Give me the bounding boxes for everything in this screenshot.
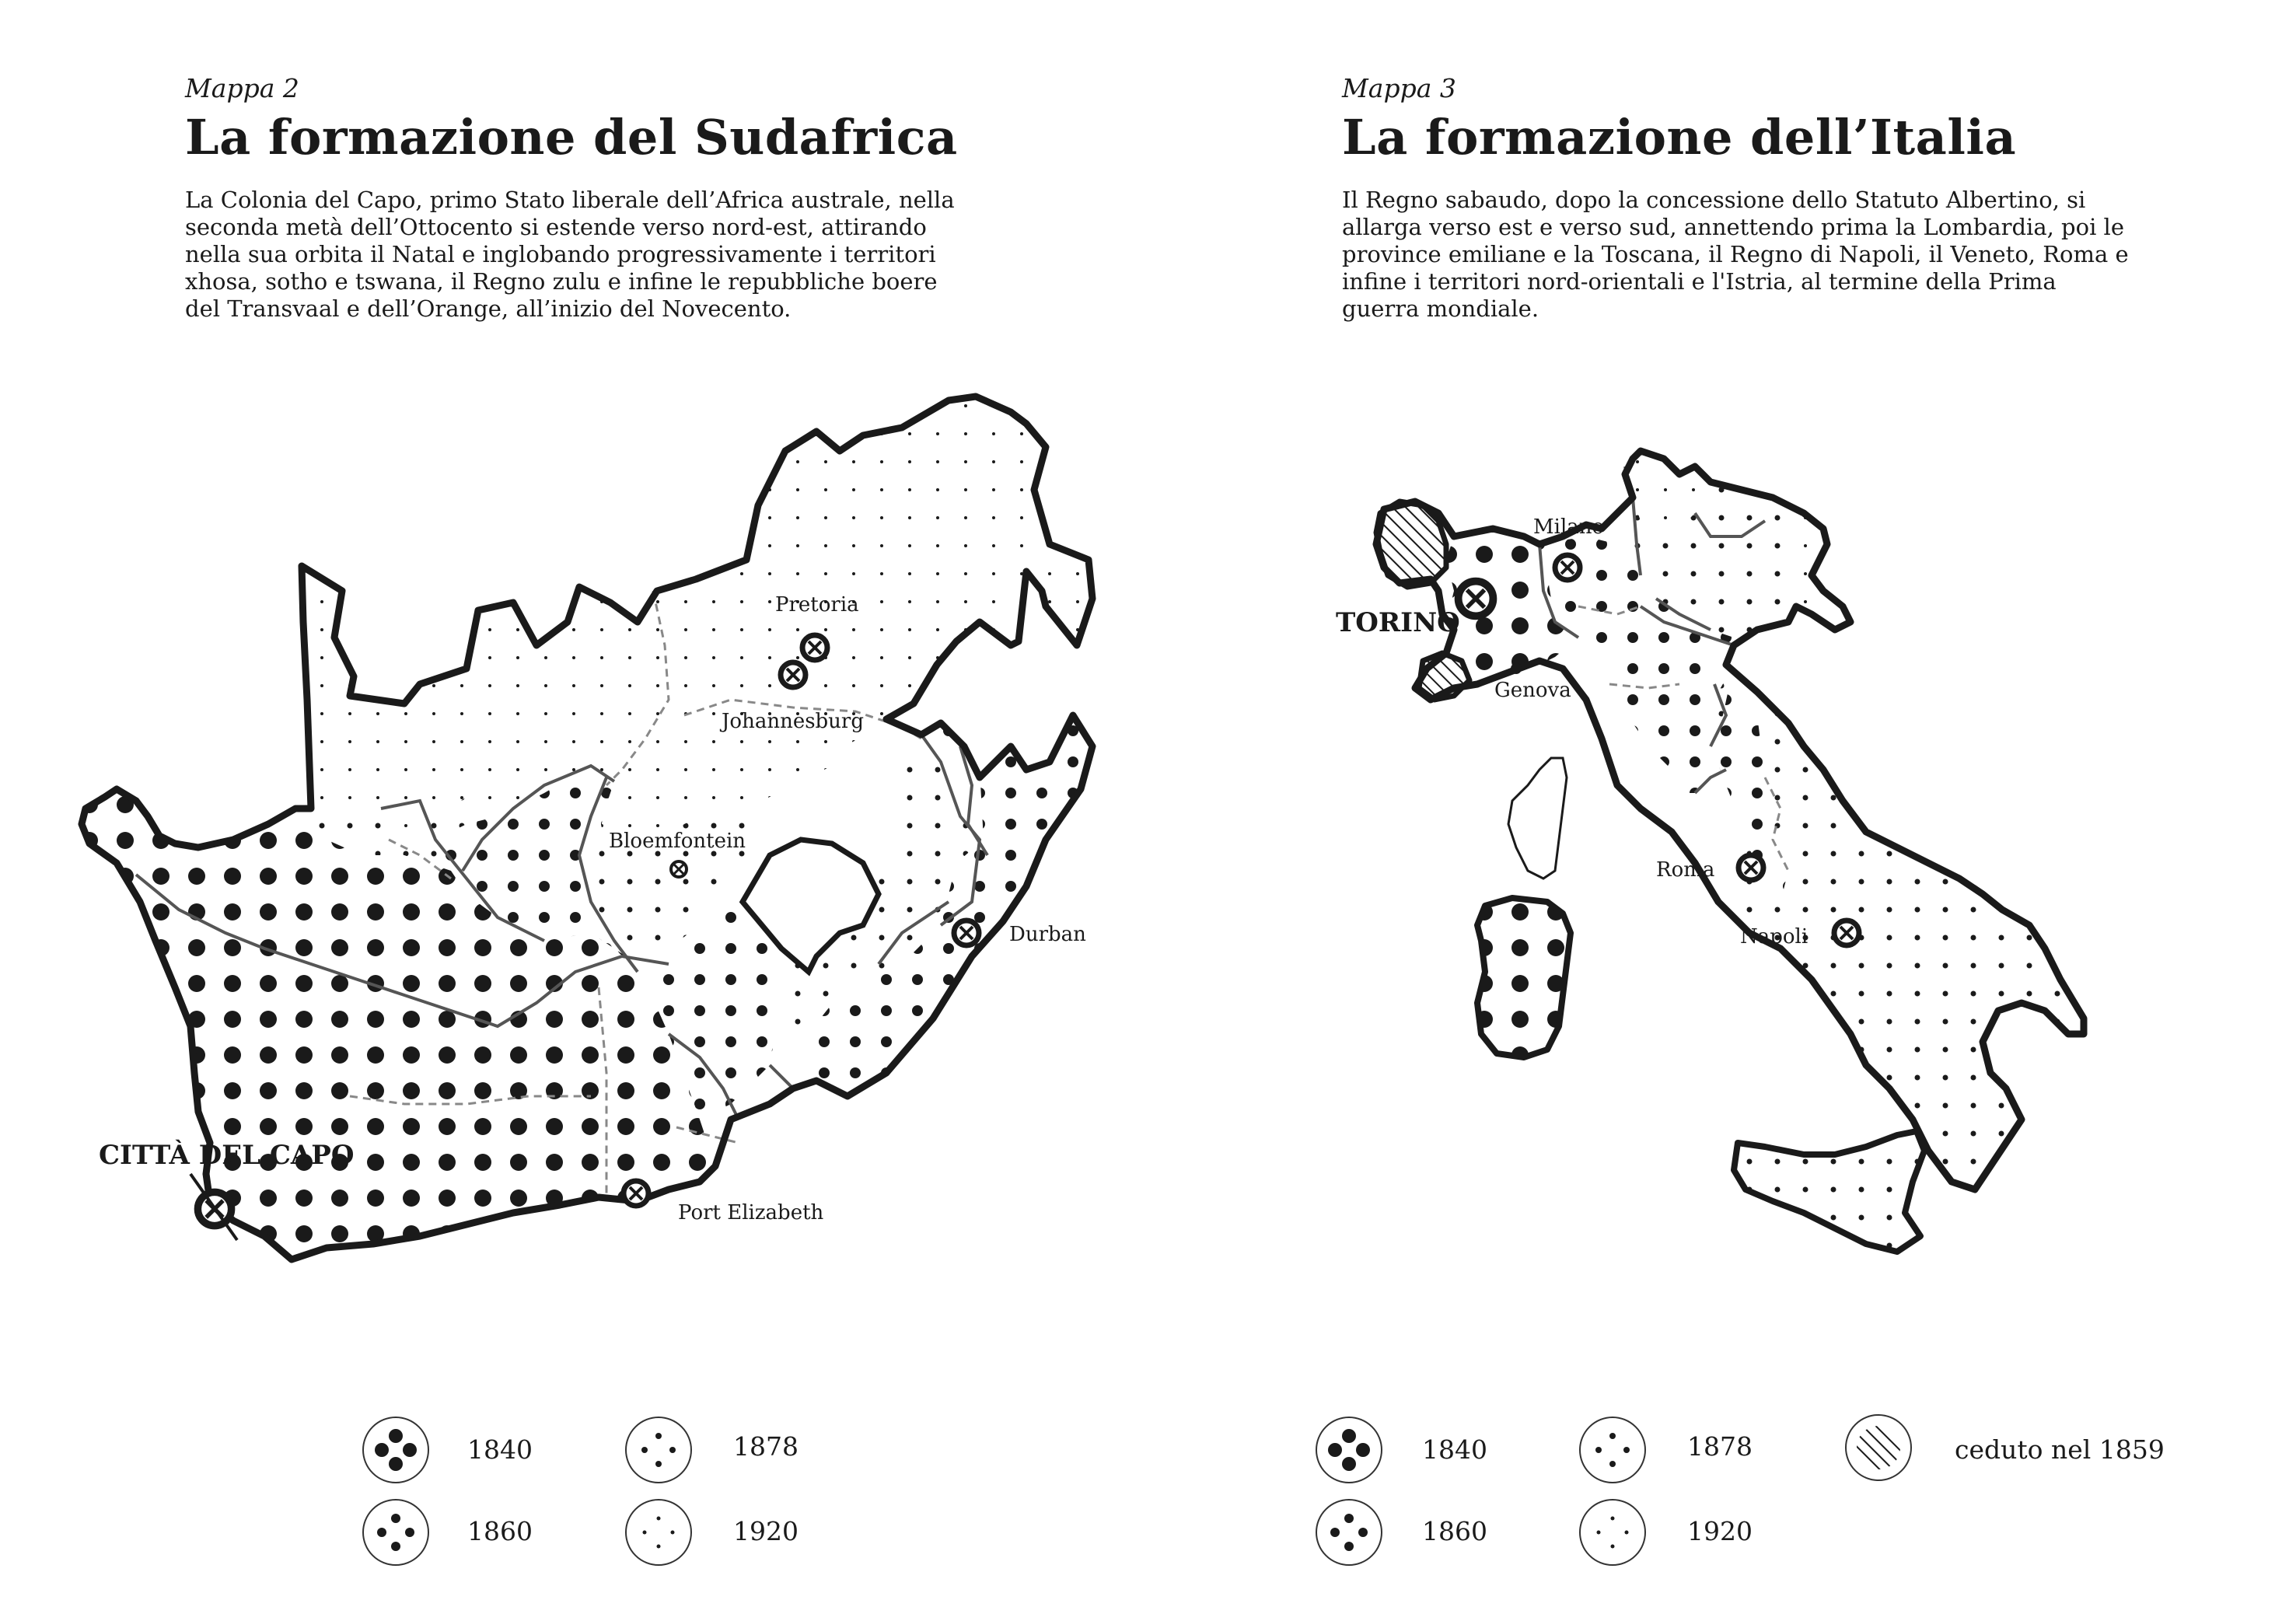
city-label-genova: Genova [1494,679,1571,702]
city-label-napoli: Napoli [1740,925,1808,948]
legend-label-1840: 1840 [1422,1434,1487,1465]
map-number-label: Mappa 3 [1342,73,1456,103]
legend-label-1860: 1860 [1422,1516,1487,1546]
city-label-durban: Durban [1009,923,1086,946]
legend-label-1878: 1878 [1687,1431,1753,1462]
capital-label-cape-town: CITTÀ DEL CAPO [99,1140,355,1171]
city-label-roma: Roma [1656,858,1715,882]
legend-label-1860: 1860 [467,1516,533,1546]
legend-label-1920: 1920 [1687,1516,1753,1546]
page-title: La formazione dell’Italia [1342,109,2017,166]
city-label-pretoria: Pretoria [775,593,859,617]
legend-label-1840: 1840 [467,1434,533,1465]
capital-label-torino: TORINO [1336,607,1460,638]
city-label-bloemfontein: Bloemfontein [609,830,746,853]
legend-label-ceded: ceduto nel 1859 [1955,1434,2165,1465]
city-label-johannesburg: Johannesburg [722,710,865,733]
right-page [1148,0,2296,1607]
city-label-milano: Milano [1533,515,1605,539]
city-label-port-elizabeth: Port Elizabeth [678,1201,824,1224]
page-title: La formazione del Sudafrica [185,109,958,166]
page-description: Il Regno sabaudo, dopo la concessione dello Statuto Albertino, si allarga verso est e verso sud, annettendo prima la Lombardia, poi le province emiliane e la Toscana, il Regno di Napoli, il Veneto, Roma e infine i territori nord-orientali e l'Istria, al termine della Prima guerra mondiale. [1342,187,2129,322]
map-number-label: Mappa 2 [185,73,299,103]
legend-label-1920: 1920 [733,1516,799,1546]
legend-label-1878: 1878 [733,1431,799,1462]
page-description: La Colonia del Capo, primo Stato liberale dell’Africa australe, nella seconda metà dell’Ottocento si estende verso nord-est, attirando nella sua orbita il Natal e inglobando progressivamente i territori xhosa, sotho e tswana, il Regno zulu e infine le repubbliche boere del Transvaal e dell’Orange, all’inizio del Novecento. [185,187,955,322]
